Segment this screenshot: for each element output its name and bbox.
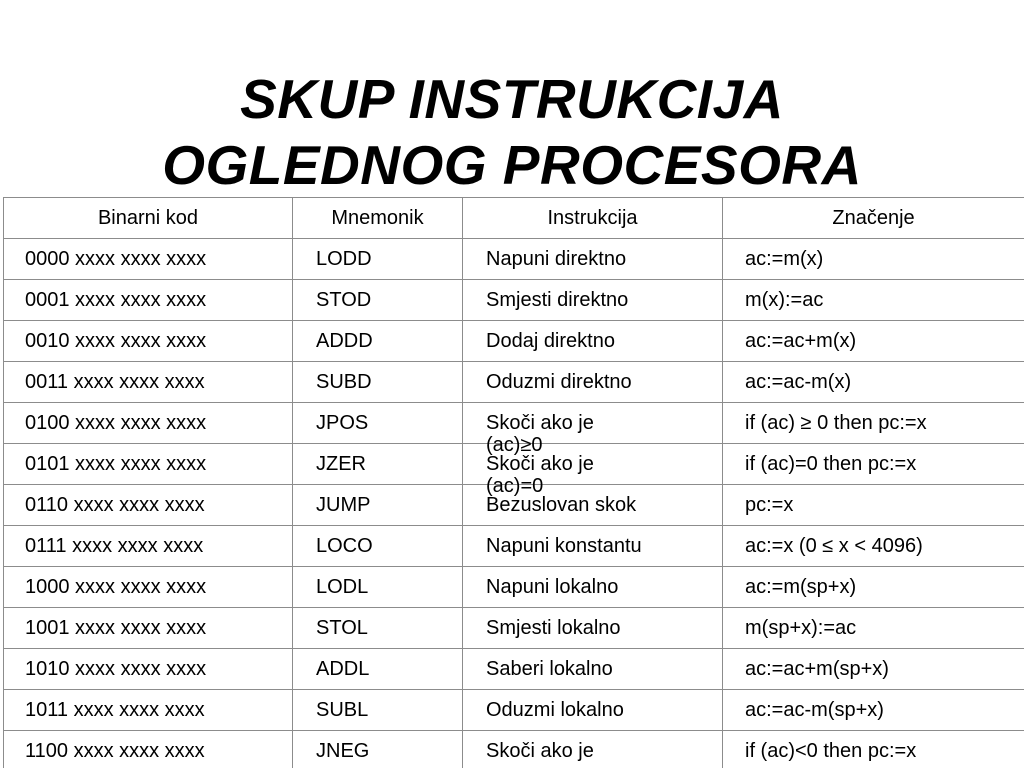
meaning-text: m(x):=ac bbox=[745, 289, 824, 311]
cell-mnemonic bbox=[293, 608, 463, 649]
cell-instruction bbox=[463, 321, 723, 362]
cell-mnemonic bbox=[293, 403, 463, 444]
binary-code-text: 0100 xxxx xxxx xxxx bbox=[25, 412, 207, 434]
table-row bbox=[4, 403, 1024, 444]
cell-mnemonic bbox=[293, 526, 463, 567]
cell-mnemonic bbox=[293, 567, 463, 608]
mnemonic-text: SUBD bbox=[316, 371, 372, 393]
cell-binary-code bbox=[4, 690, 293, 731]
cell-instruction bbox=[463, 239, 723, 280]
cell-mnemonic bbox=[293, 362, 463, 403]
cell-meaning bbox=[723, 280, 1024, 321]
meaning-text: ac:=ac+m(sp+x) bbox=[745, 658, 889, 680]
instruction-text: Oduzmi lokalno bbox=[486, 699, 624, 721]
cell-meaning bbox=[723, 321, 1024, 362]
cell-mnemonic bbox=[293, 485, 463, 526]
cell-meaning bbox=[723, 690, 1024, 731]
cell-instruction bbox=[463, 526, 723, 567]
instruction-text: Oduzmi direktno bbox=[486, 371, 632, 393]
cell-meaning bbox=[723, 362, 1024, 403]
cell-binary-code bbox=[4, 649, 293, 690]
binary-code-text: 0111 xxxx xxxx xxxx bbox=[25, 535, 204, 557]
meaning-text: ac:=x (0 ≤ x < 4096) bbox=[745, 535, 923, 557]
cell-binary-code bbox=[4, 608, 293, 649]
cell-meaning bbox=[723, 526, 1024, 567]
instruction-text: Skoči ako je bbox=[486, 740, 594, 762]
binary-code-text: 0000 xxxx xxxx xxxx bbox=[25, 248, 207, 270]
mnemonic-text: STOL bbox=[316, 617, 368, 639]
table-row bbox=[4, 649, 1024, 690]
binary-code-text: 0101 xxxx xxxx xxxx bbox=[25, 453, 207, 475]
table-row bbox=[4, 280, 1024, 321]
meaning-text: if (ac)=0 then pc:=x bbox=[745, 453, 917, 475]
cell-meaning bbox=[723, 567, 1024, 608]
cell-meaning bbox=[723, 731, 1024, 768]
instruction-text: Skoči ako je (ac)≥0 bbox=[486, 412, 594, 456]
cell-binary-code bbox=[4, 362, 293, 403]
cell-instruction bbox=[463, 731, 723, 768]
cell-instruction bbox=[463, 362, 723, 403]
cell-mnemonic bbox=[293, 690, 463, 731]
meaning-text: pc:=x bbox=[745, 494, 794, 516]
cell-mnemonic bbox=[293, 731, 463, 768]
mnemonic-text: LODL bbox=[316, 576, 369, 598]
cell-instruction bbox=[463, 567, 723, 608]
instruction-text: Napuni konstantu bbox=[486, 535, 642, 557]
cell-meaning bbox=[723, 239, 1024, 280]
meaning-text: ac:=m(sp+x) bbox=[745, 576, 857, 598]
cell-meaning bbox=[723, 485, 1024, 526]
mnemonic-text: LOCO bbox=[316, 535, 373, 557]
mnemonic-text: JUMP bbox=[316, 494, 371, 516]
mnemonic-text: JZER bbox=[316, 453, 366, 475]
meaning-text: m(sp+x):=ac bbox=[745, 617, 857, 639]
binary-code-text: 1010 xxxx xxxx xxxx bbox=[25, 658, 207, 680]
meaning-text: ac:=ac+m(x) bbox=[745, 330, 857, 352]
mnemonic-text: ADDL bbox=[316, 658, 370, 680]
cell-meaning bbox=[723, 608, 1024, 649]
instruction-table-container bbox=[3, 197, 1024, 768]
cell-instruction bbox=[463, 608, 723, 649]
instruction-text: Smjesti direktno bbox=[486, 289, 629, 311]
header-binary-code: Binarni kod bbox=[4, 198, 293, 239]
instruction-text: Bezuslovan skok bbox=[486, 494, 637, 516]
binary-code-text: 1100 xxxx xxxx xxxx bbox=[25, 740, 205, 762]
meaning-text: ac:=ac-m(x) bbox=[745, 371, 852, 393]
cell-instruction bbox=[463, 280, 723, 321]
instruction-text: Napuni lokalno bbox=[486, 576, 619, 598]
instruction-text: Saberi lokalno bbox=[486, 658, 613, 680]
slide-title bbox=[0, 66, 1024, 198]
meaning-text: ac:=ac-m(sp+x) bbox=[745, 699, 884, 721]
table-row bbox=[4, 567, 1024, 608]
meaning-text: if (ac)<0 then pc:=x bbox=[745, 740, 917, 762]
mnemonic-text: JNEG bbox=[316, 740, 370, 762]
meaning-text: ac:=m(x) bbox=[745, 248, 824, 270]
cell-meaning bbox=[723, 649, 1024, 690]
cell-binary-code bbox=[4, 280, 293, 321]
binary-code-text: 0010 xxxx xxxx xxxx bbox=[25, 330, 207, 352]
cell-binary-code bbox=[4, 526, 293, 567]
binary-code-text: 0001 xxxx xxxx xxxx bbox=[25, 289, 207, 311]
cell-binary-code bbox=[4, 321, 293, 362]
mnemonic-text: LODD bbox=[316, 248, 372, 270]
binary-code-text: 0110 xxxx xxxx xxxx bbox=[25, 494, 205, 516]
cell-instruction bbox=[463, 649, 723, 690]
binary-code-text: 1011 xxxx xxxx xxxx bbox=[25, 699, 205, 721]
binary-code-text: 1000 xxxx xxxx xxxx bbox=[25, 576, 207, 598]
instruction-text: Napuni direktno bbox=[486, 248, 627, 270]
header-mnemonic: Mnemonik bbox=[293, 198, 463, 239]
cell-mnemonic bbox=[293, 321, 463, 362]
cell-instruction bbox=[463, 403, 723, 456]
cell-mnemonic bbox=[293, 280, 463, 321]
binary-code-text: 1001 xxxx xxxx xxxx bbox=[25, 617, 207, 639]
header-meaning: Značenje bbox=[723, 198, 1024, 239]
mnemonic-text: JPOS bbox=[316, 412, 369, 434]
cell-binary-code bbox=[4, 567, 293, 608]
cell-mnemonic bbox=[293, 239, 463, 280]
slide-title-line-2: OGLEDNOG PROCESORA bbox=[162, 134, 862, 196]
meaning-text: if (ac) ≥ 0 then pc:=x bbox=[745, 412, 927, 434]
instruction-text: Smjesti lokalno bbox=[486, 617, 621, 639]
instruction-table bbox=[3, 197, 1024, 768]
cell-meaning bbox=[723, 444, 1024, 485]
table-row bbox=[4, 526, 1024, 567]
mnemonic-text: STOD bbox=[316, 289, 372, 311]
instruction-text: Dodaj direktno bbox=[486, 330, 615, 352]
binary-code-text: 0011 xxxx xxxx xxxx bbox=[25, 371, 205, 393]
cell-instruction bbox=[463, 690, 723, 731]
mnemonic-text: SUBL bbox=[316, 699, 369, 721]
cell-binary-code bbox=[4, 485, 293, 526]
cell-binary-code bbox=[4, 403, 293, 444]
cell-binary-code bbox=[4, 731, 293, 768]
table-header-row bbox=[4, 198, 1024, 239]
table-row bbox=[4, 608, 1024, 649]
cell-binary-code bbox=[4, 239, 293, 280]
header-instruction: Instrukcija bbox=[463, 198, 723, 239]
cell-binary-code bbox=[4, 444, 293, 485]
mnemonic-text: ADDD bbox=[316, 330, 373, 352]
slide-title-line-1: SKUP INSTRUKCIJA bbox=[240, 68, 784, 130]
instruction-text: Skoči ako je (ac)=0 bbox=[486, 453, 594, 497]
table-row bbox=[4, 321, 1024, 362]
table-row bbox=[4, 362, 1024, 403]
table-row bbox=[4, 731, 1024, 768]
cell-meaning bbox=[723, 403, 1024, 444]
table-row bbox=[4, 690, 1024, 731]
table-row bbox=[4, 239, 1024, 280]
cell-mnemonic bbox=[293, 649, 463, 690]
cell-mnemonic bbox=[293, 444, 463, 485]
